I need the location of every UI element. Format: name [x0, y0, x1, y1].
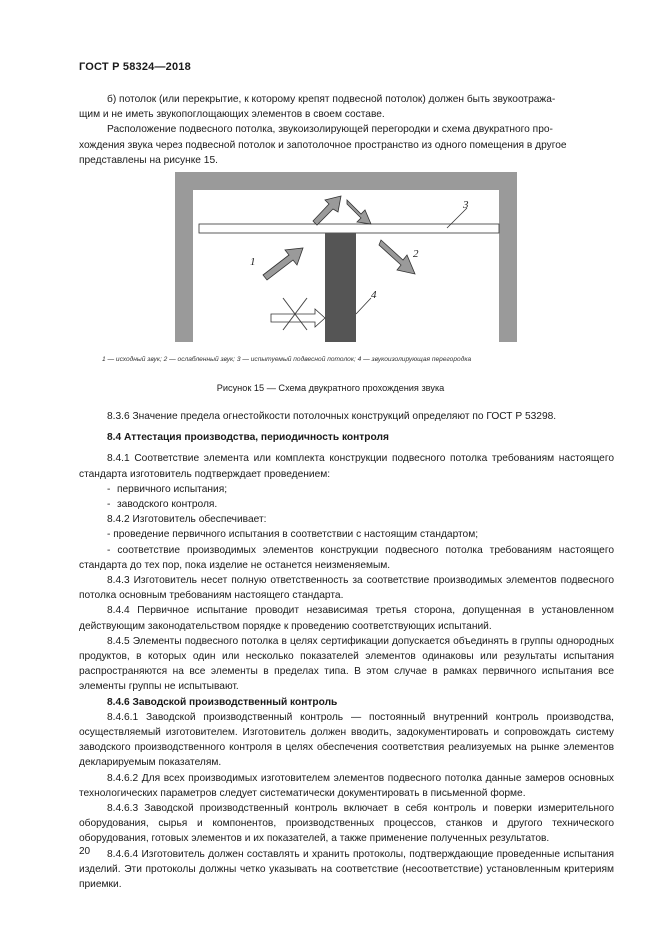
label-1: 1: [250, 256, 256, 268]
suspended-ceiling: [199, 224, 499, 233]
arrow-source-1: [263, 248, 303, 280]
paragraph-8-4-4: 8.4.4 Первичное испытание проводит независимая третья сторона, допущенная в установленном действующим законодательством порядке к проведению соответствующих испытаний.: [79, 605, 614, 632]
label-2: 2: [413, 248, 419, 260]
heading-8-4: 8.4 Аттестация производства, периодичность контроля: [107, 432, 389, 444]
list-item: - соответствие производимых элементов конструкции подвесного потолка требованиям настоящего стандарта до тех пор, пока изделие не останется неизменяемым.: [79, 544, 614, 571]
arrow-down-3: [347, 200, 371, 224]
intro-text: [79, 92, 614, 168]
paragraph-8-4-3: 8.4.3 Изготовитель несет полную ответственность за соответствие производимых элементов подвесного потолка основным требованиям настоящего стандарта.: [79, 575, 614, 602]
paragraph-8-4-6-4: 8.4.6.4 Изготовитель должен составлять и хранить протоколы, подтверждающие проведенные испытания изделий. Эти протоколы должны четко указывать на соответствие (несоответствие) установленным критериям приемки.: [79, 848, 614, 891]
label-3: 3: [463, 199, 469, 211]
paragraph-8-4-6-1: 8.4.6.1 Заводской производственный контроль — постоянный внутренний контроль производства, осуществляемый изготовителем. Изготовитель должен вводить, задокументировать и сопровождать систему заводского производственного контроля в целях обеспечения соответствия реализуемых на рынке элементов декларируемым показателям.: [79, 711, 614, 769]
paragraph-8-4-6-2: 8.4.6.2 Для всех производимых изготовителем элементов подвесного потолка данные замеров основных технологических параметров следует систематически документировать в письменной форме.: [79, 772, 614, 799]
partition: [325, 233, 356, 342]
list-item: - первичного испытания;: [107, 483, 228, 495]
document-header: ГОСТ Р 58324—2018: [79, 61, 191, 73]
paragraph-8-4-1: 8.4.1 Соответствие элемента или комплекта конструкции подвесного потолка требованиям настоящего стандарта изготовитель подтверждает проведением:: [79, 453, 614, 480]
paragraph-8-3-6: 8.3.6 Значение предела огнестойкости потолочных конструкций определяют по ГОСТ Р 53298.: [107, 411, 557, 422]
paragraph-8-4-2: 8.4.2 Изготовитель обеспечивает:: [107, 514, 267, 526]
heading-8-4-6: 8.4.6 Заводской производственный контроль: [107, 696, 338, 708]
page-number: 20: [79, 846, 91, 857]
list-item: - заводского контроля.: [107, 499, 218, 511]
body-text: [79, 409, 614, 892]
figure-15-diagram: [175, 172, 517, 342]
label-4: 4: [371, 289, 377, 301]
list-item: - проведение первичного испытания в соответствии с настоящим стандартом;: [107, 529, 479, 541]
leader-4: [356, 298, 371, 314]
figure-legend: 1 — исходный звук; 2 — ослабленный звук; 3 — испытуемый подвесной потолок; 4 — звукоизолирующая перегородка: [102, 356, 472, 363]
arrow-up-2: [313, 196, 341, 225]
paragraph-8-4-5: 8.4.5 Элементы подвесного потолка в целях сертификации допускается объединять в группы однородных продуктов, в которых один или несколько показателей элементов одинаковы или результаты испытания распространяются на все элементы в пределах типа. В этом случае в рамках первичного испытания все элементы группы не испытывают.: [79, 635, 614, 693]
arrow-weakened-4: [379, 240, 415, 274]
paragraph: Расположение подвесного потолка, звукоизолирующей перегородки и схема двукратного про- хождения звука через подвесной потолок и запотолочное пространство из одного помещения в другое представлены на рисунке 15.: [79, 124, 567, 166]
figure-caption: Рисунок 15 — Схема двукратного прохождения звука: [216, 383, 445, 393]
paragraph-8-4-6-3: 8.4.6.3 Заводской производственный контроль включает в себя контроль и поверки измерительного оборудования, сырья и компонентов, производственных процессов, станков и другого технического оборудования, готовых элементов и их показателей, а также применение полученных результатов.: [79, 803, 614, 845]
paragraph: б) потолок (или перекрытие, к которому крепят подвесной потолок) должен быть звукоотража- щим и не иметь звукопоглощающих элементов в своем составе.: [79, 94, 556, 121]
